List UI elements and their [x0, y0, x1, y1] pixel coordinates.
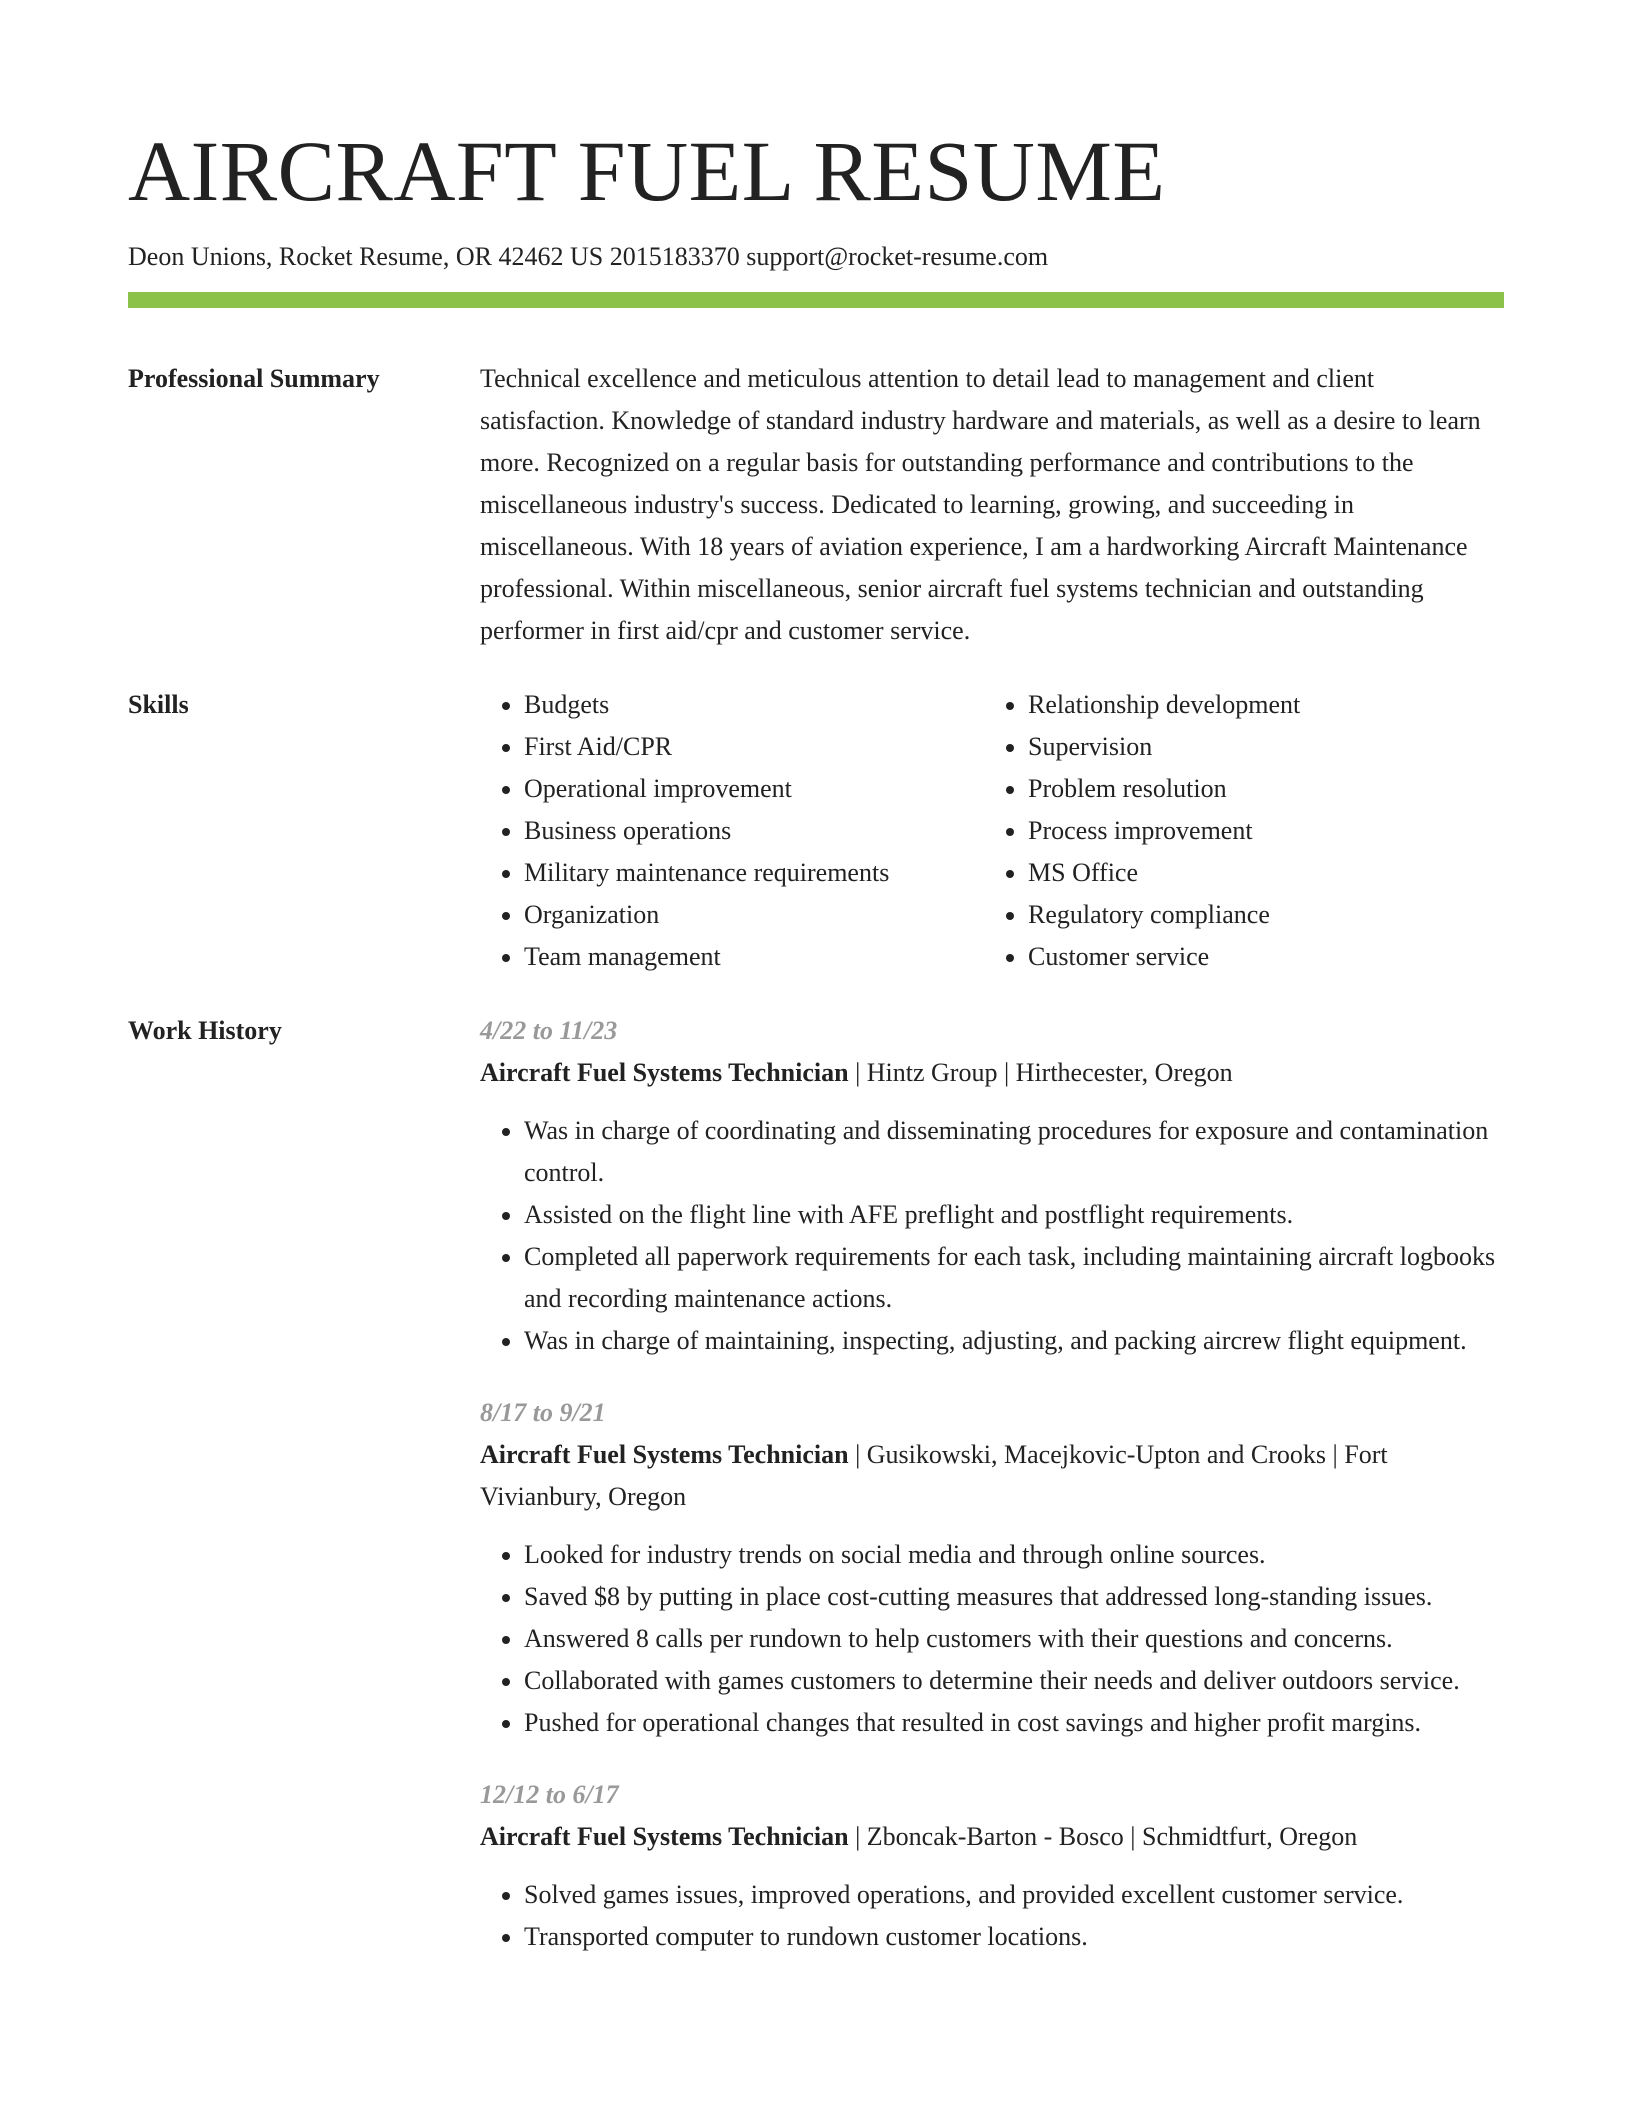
skill-item: • Military maintenance requirements	[524, 852, 984, 894]
summary-section	[128, 358, 1504, 652]
job-title: Aircraft Fuel Systems Technician	[480, 1057, 849, 1087]
job-entry	[480, 1392, 1504, 1744]
job-bullet: • Answered 8 calls per rundown to help customers with their questions and concerns.	[524, 1618, 1504, 1660]
job-heading	[480, 1434, 1504, 1518]
job-entry	[480, 1774, 1504, 1958]
job-bullet-list	[480, 1874, 1504, 1958]
resume-page	[128, 0, 1504, 1988]
job-dates: 4/22 to 11/23	[480, 1015, 618, 1045]
skill-item: • Business operations	[524, 810, 984, 852]
contact-line: Deon Unions, Rocket Resume, OR 42462 US 2015183370 support@rocket-resume.com	[128, 242, 1049, 271]
job-company-location: | Zboncak-Barton - Bosco | Schmidtfurt, Oregon	[848, 1821, 1358, 1851]
work-history-list	[480, 1010, 1504, 1988]
skills-column-left	[480, 684, 984, 978]
job-bullet-list	[480, 1534, 1504, 1744]
resume-title: AIRCRAFT FUEL RESUME	[128, 123, 1166, 219]
job-bullet: • Was in charge of coordinating and disseminating procedures for exposure and contamination control.	[524, 1110, 1504, 1194]
skills-columns	[480, 684, 1504, 978]
job-bullet: • Completed all paperwork requirements for each task, including maintaining aircraft logbooks and recording maintenance actions.	[524, 1236, 1504, 1320]
job-dates: 8/17 to 9/21	[480, 1397, 606, 1427]
accent-divider	[128, 292, 1504, 308]
job-company-location: | Hintz Group | Hirthecester, Oregon	[848, 1057, 1233, 1087]
job-bullet: • Collaborated with games customers to determine their needs and deliver outdoors service.	[524, 1660, 1504, 1702]
job-bullet: • Solved games issues, improved operations, and provided excellent customer service.	[524, 1874, 1504, 1916]
job-bullet: • Saved $8 by putting in place cost-cutting measures that addressed long-standing issues.	[524, 1576, 1504, 1618]
job-title: Aircraft Fuel Systems Technician	[480, 1439, 849, 1469]
skill-item: • MS Office	[1028, 852, 1488, 894]
job-bullet: • Pushed for operational changes that resulted in cost savings and higher profit margins.	[524, 1702, 1504, 1744]
job-heading	[480, 1052, 1504, 1094]
skill-item: • Supervision	[1028, 726, 1488, 768]
job-bullet: • Was in charge of maintaining, inspecting, adjusting, and packing aircrew flight equipment.	[524, 1320, 1504, 1362]
skill-item: • First Aid/CPR	[524, 726, 984, 768]
job-bullet: • Transported computer to rundown customer locations.	[524, 1916, 1504, 1958]
skills-list-right	[984, 684, 1488, 978]
skill-item: • Team management	[524, 936, 984, 978]
job-dates: 12/12 to 6/17	[480, 1779, 619, 1809]
skills-list-left	[480, 684, 984, 978]
section-label-summary: Professional Summary	[128, 363, 380, 393]
work-section	[128, 1010, 1504, 1988]
skill-item: • Customer service	[1028, 936, 1488, 978]
skill-item: • Relationship development	[1028, 684, 1488, 726]
job-heading	[480, 1816, 1504, 1858]
skill-item: • Organization	[524, 894, 984, 936]
skill-item: • Operational improvement	[524, 768, 984, 810]
skill-item: • Budgets	[524, 684, 984, 726]
job-title: Aircraft Fuel Systems Technician	[480, 1821, 849, 1851]
skills-section	[128, 684, 1504, 978]
section-label-skills: Skills	[128, 689, 189, 719]
job-bullet: • Assisted on the flight line with AFE preflight and postflight requirements.	[524, 1194, 1504, 1236]
skills-column-right	[984, 684, 1488, 978]
job-company-location: | Gusikowski, Macejkovic-Upton and Crooks | Fort Vivianbury, Oregon	[480, 1439, 1388, 1511]
job-bullet: • Looked for industry trends on social media and through online sources.	[524, 1534, 1504, 1576]
skill-item: • Problem resolution	[1028, 768, 1488, 810]
skill-item: • Process improvement	[1028, 810, 1488, 852]
job-bullet-list	[480, 1110, 1504, 1362]
summary-text: Technical excellence and meticulous attention to detail lead to management and client satisfaction. Knowledge of standard industry hardware and materials, as well as a desire to learn more. Recognized on a regular basis for outstanding performance and contributions to the miscellaneous industry's success. Dedicated to learning, growing, and succeeding in miscellaneous. With 18 years of aviation experience, I am a hardworking Aircraft Maintenance professional. Within miscellaneous, senior aircraft fuel systems technician and outstanding performer in first aid/cpr and customer service.	[480, 363, 1481, 645]
skill-item: • Regulatory compliance	[1028, 894, 1488, 936]
job-entry	[480, 1010, 1504, 1362]
section-label-work: Work History	[128, 1015, 282, 1045]
